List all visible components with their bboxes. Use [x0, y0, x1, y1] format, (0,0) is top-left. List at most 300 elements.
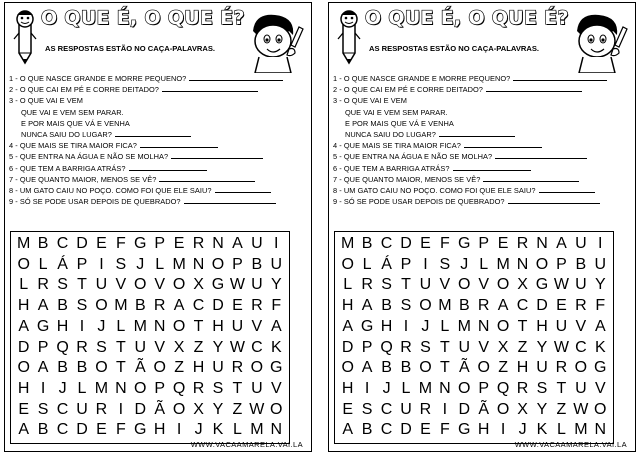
grid-letter[interactable]: M [418, 379, 433, 397]
grid-letter[interactable]: C [380, 235, 393, 252]
grid-letter[interactable]: D [341, 338, 354, 356]
grid-letter[interactable]: R [361, 276, 373, 294]
grid-letter[interactable]: R [231, 359, 244, 377]
grid-letter[interactable]: H [153, 421, 166, 439]
grid-letter[interactable]: L [232, 421, 242, 439]
grid-letter[interactable]: O [270, 400, 283, 418]
grid-letter[interactable]: G [270, 359, 283, 377]
grid-letter[interactable]: U [458, 338, 471, 356]
grid-letter[interactable]: T [401, 276, 411, 294]
grid-letter[interactable]: V [154, 276, 166, 294]
grid-letter[interactable]: B [381, 297, 392, 315]
grid-letter[interactable]: Z [193, 338, 204, 356]
grid-letter[interactable]: C [56, 235, 69, 252]
grid-letter[interactable]: O [419, 359, 432, 377]
grid-letter[interactable]: Z [517, 338, 528, 356]
grid-letter[interactable]: O [496, 400, 510, 418]
answer-blank[interactable] [439, 129, 515, 137]
answer-blank[interactable] [171, 151, 263, 159]
grid-letter[interactable]: D [76, 421, 88, 439]
grid-letter[interactable]: S [361, 400, 373, 418]
grid-letter[interactable]: L [19, 276, 29, 294]
grid-letter[interactable]: L [440, 317, 450, 335]
grid-letter[interactable]: L [479, 255, 489, 273]
grid-letter[interactable]: R [400, 338, 412, 356]
grid-letter[interactable]: H [341, 379, 354, 397]
grid-letter[interactable]: M [341, 235, 355, 252]
grid-letter[interactable]: O [458, 276, 471, 294]
grid-letter[interactable]: W [573, 400, 589, 418]
grid-letter[interactable]: S [400, 297, 412, 315]
grid-letter[interactable]: J [518, 421, 527, 439]
grid-letter[interactable]: N [477, 317, 490, 335]
grid-letter[interactable]: H [516, 359, 529, 377]
grid-letter[interactable]: I [99, 255, 104, 273]
grid-letter[interactable]: D [134, 400, 147, 418]
grid-letter[interactable]: J [136, 255, 145, 273]
grid-letter[interactable]: B [57, 297, 68, 315]
grid-letter[interactable]: E [556, 297, 567, 315]
grid-letter[interactable]: Q [380, 338, 393, 356]
grid-letter[interactable]: U [575, 276, 587, 294]
grid-letter[interactable]: Z [556, 400, 567, 418]
grid-letter[interactable]: P [361, 338, 373, 356]
grid-letter[interactable]: P [154, 235, 166, 252]
grid-letter[interactable]: I [442, 400, 448, 418]
grid-letter[interactable]: L [116, 317, 126, 335]
grid-letter[interactable]: R [192, 235, 205, 252]
grid-letter[interactable]: H [192, 359, 205, 377]
grid-letter[interactable]: J [421, 317, 430, 335]
grid-letter[interactable]: A [361, 297, 373, 315]
grid-letter[interactable]: O [250, 359, 264, 377]
answer-blank[interactable] [215, 185, 271, 193]
grid-letter[interactable]: Z [174, 359, 185, 377]
grid-letter[interactable]: X [193, 400, 204, 418]
grid-letter[interactable]: A [37, 359, 49, 377]
answer-blank[interactable] [129, 163, 207, 171]
grid-letter[interactable]: R [153, 297, 166, 315]
grid-letter[interactable]: O [419, 297, 432, 315]
grid-letter[interactable]: U [95, 276, 108, 294]
grid-letter[interactable]: L [155, 255, 165, 273]
answer-blank[interactable] [115, 129, 191, 137]
grid-letter[interactable]: N [153, 317, 166, 335]
grid-letter[interactable]: Y [270, 276, 282, 294]
grid-letter[interactable]: H [477, 421, 490, 439]
grid-letter[interactable]: O [172, 317, 186, 335]
grid-letter[interactable]: J [460, 255, 469, 273]
grid-letter[interactable]: R [477, 297, 490, 315]
grid-letter[interactable]: U [251, 379, 263, 397]
grid-letter[interactable]: E [18, 400, 30, 418]
grid-letter[interactable]: U [575, 235, 587, 252]
grid-letter[interactable]: W [229, 276, 245, 294]
worksheet-subtitle: AS RESPOSTAS ESTÃO NO CAÇA-PALAVRAS. [45, 44, 216, 53]
grid-letter[interactable]: J [194, 421, 203, 439]
grid-letter[interactable]: B [361, 235, 373, 252]
grid-letter[interactable]: O [17, 255, 30, 273]
grid-letter[interactable]: D [212, 297, 224, 315]
answer-blank[interactable] [508, 196, 600, 204]
grid-letter[interactable]: L [38, 255, 48, 273]
grid-letter[interactable]: U [270, 255, 283, 273]
grid-letter[interactable]: F [439, 421, 450, 439]
grid-letter[interactable]: R [95, 400, 108, 418]
grid-letter[interactable]: O [134, 276, 147, 294]
grid-letter[interactable]: L [343, 276, 353, 294]
grid-letter[interactable]: F [271, 297, 282, 315]
grid-letter[interactable]: R [192, 379, 205, 397]
grid-letter[interactable]: Q [172, 379, 186, 397]
grid-letter[interactable]: Y [594, 276, 606, 294]
grid-letter[interactable]: Á [57, 255, 68, 273]
grid-letter[interactable]: U [76, 400, 88, 418]
grid-letter[interactable]: N [212, 235, 224, 252]
grid-letter[interactable]: U [251, 276, 263, 294]
grid-letter[interactable]: S [536, 379, 548, 397]
grid-letter[interactable]: V [154, 338, 166, 356]
grid-letter[interactable]: F [439, 235, 450, 252]
answer-blank[interactable] [513, 73, 607, 81]
grid-letter[interactable]: C [56, 400, 69, 418]
grid-letter[interactable]: L [401, 379, 411, 397]
grid-letter[interactable]: B [37, 235, 49, 252]
answer-blank[interactable] [189, 73, 283, 81]
grid-letter[interactable]: M [496, 255, 510, 273]
grid-letter[interactable]: H [380, 317, 393, 335]
grid-letter[interactable]: T [517, 317, 528, 335]
grid-letter[interactable]: E [420, 235, 431, 252]
grid-letter[interactable]: T [556, 379, 567, 397]
grid-letter[interactable]: M [17, 235, 31, 252]
grid-letter[interactable]: I [364, 379, 370, 397]
grid-letter[interactable]: R [575, 297, 587, 315]
grid-letter[interactable]: N [115, 379, 127, 397]
grid-letter[interactable]: F [115, 421, 126, 439]
grid-letter[interactable]: K [212, 421, 224, 439]
grid-letter[interactable]: J [58, 379, 67, 397]
grid-letter[interactable]: O [535, 255, 549, 273]
grid-letter[interactable]: B [57, 359, 68, 377]
grid-letter[interactable]: M [172, 255, 186, 273]
grid-letter[interactable]: Ã [458, 359, 470, 377]
grid-letter[interactable]: S [115, 255, 127, 273]
grid-letter[interactable]: N [439, 379, 451, 397]
grid-letter[interactable]: P [478, 379, 490, 397]
grid-letter[interactable]: P [37, 338, 49, 356]
grid-letter[interactable]: R [516, 379, 529, 397]
grid-letter[interactable]: N [594, 421, 607, 439]
grid-letter[interactable]: Ã [134, 359, 146, 377]
grid-letter[interactable]: N [270, 421, 283, 439]
grid-letter[interactable]: Ã [154, 400, 166, 418]
grid-letter[interactable]: E [173, 235, 185, 252]
grid-letter[interactable]: I [403, 317, 409, 335]
grid-letter[interactable]: X [517, 400, 528, 418]
grid-letter[interactable]: C [575, 338, 587, 356]
grid-letter[interactable]: X [497, 338, 509, 356]
grid-letter[interactable]: O [594, 400, 607, 418]
grid-letter[interactable]: T [193, 317, 204, 335]
grid-letter[interactable]: Ã [478, 400, 490, 418]
grid-letter[interactable]: Q [56, 338, 69, 356]
grid-letter[interactable]: G [458, 421, 471, 439]
grid-letter[interactable]: B [76, 359, 88, 377]
grid-letter[interactable]: S [381, 276, 392, 294]
grid-letter[interactable]: V [270, 379, 282, 397]
grid-letter[interactable]: O [477, 359, 490, 377]
grid-letter[interactable]: M [133, 317, 147, 335]
grid-letter[interactable]: X [173, 338, 185, 356]
grid-letter[interactable]: S [76, 297, 88, 315]
grid-letter[interactable]: M [574, 421, 588, 439]
grid-letter[interactable]: Y [536, 400, 548, 418]
grid-letter[interactable]: K [536, 421, 548, 439]
grid-letter[interactable]: G [458, 235, 471, 252]
grid-letter[interactable]: G [360, 317, 374, 335]
grid-letter[interactable]: T [77, 276, 87, 294]
grid-letter[interactable]: R [555, 359, 568, 377]
grid-letter[interactable]: V [478, 276, 490, 294]
grid-letter[interactable]: S [212, 379, 224, 397]
grid-letter[interactable]: F [115, 235, 126, 252]
grid-letter[interactable]: L [362, 255, 372, 273]
grid-letter[interactable]: A [342, 317, 354, 335]
grid-letter[interactable]: P [556, 255, 567, 273]
grid-letter[interactable]: I [118, 400, 124, 418]
grid-letter[interactable]: C [516, 297, 529, 315]
grid-letter[interactable]: P [154, 379, 166, 397]
grid-letter[interactable]: D [17, 338, 30, 356]
grid-letter[interactable]: C [192, 297, 205, 315]
grid-letter[interactable]: M [114, 297, 128, 315]
grid-letter[interactable]: S [37, 400, 49, 418]
grid-letter[interactable]: O [211, 255, 225, 273]
grid-letter[interactable]: V [478, 338, 490, 356]
grid-letter[interactable]: M [438, 297, 452, 315]
grid-letter[interactable]: X [517, 276, 528, 294]
grid-letter[interactable]: I [40, 379, 46, 397]
grid-letter[interactable]: D [536, 297, 548, 315]
grid-letter[interactable]: Y [212, 400, 224, 418]
grid-letter[interactable]: U [251, 235, 263, 252]
answer-blank[interactable] [184, 196, 276, 204]
grid-letter[interactable]: A [342, 421, 354, 439]
grid-letter[interactable]: O [574, 359, 588, 377]
grid-letter[interactable]: G [134, 421, 147, 439]
grid-letter[interactable]: E [96, 235, 107, 252]
grid-letter[interactable]: R [76, 338, 88, 356]
grid-letter[interactable]: N [516, 255, 529, 273]
grid-letter[interactable]: I [79, 317, 85, 335]
grid-letter[interactable]: U [134, 338, 147, 356]
grid-letter[interactable]: H [536, 317, 548, 335]
grid-letter[interactable]: B [575, 255, 587, 273]
grid-letter[interactable]: V [594, 379, 606, 397]
grid-letter[interactable]: U [400, 400, 412, 418]
grid-letter[interactable]: I [598, 235, 603, 252]
grid-letter[interactable]: O [153, 359, 166, 377]
grid-letter[interactable]: O [341, 359, 354, 377]
grid-letter[interactable]: F [595, 297, 606, 315]
grid-letter[interactable]: O [341, 255, 354, 273]
grid-letter[interactable]: R [516, 235, 529, 252]
grid-letter[interactable]: O [496, 317, 510, 335]
grid-letter[interactable]: T [439, 338, 450, 356]
grid-letter[interactable]: A [18, 421, 30, 439]
grid-letter[interactable]: N [192, 255, 205, 273]
grid-letter[interactable]: V [575, 317, 587, 335]
grid-letter[interactable]: M [457, 317, 471, 335]
grid-letter[interactable]: J [97, 317, 106, 335]
grid-letter[interactable]: Y [212, 338, 224, 356]
grid-letter[interactable]: K [270, 338, 282, 356]
grid-letter[interactable]: H [17, 297, 30, 315]
grid-letter[interactable]: T [115, 359, 126, 377]
grid-letter[interactable]: S [439, 255, 451, 273]
grid-letter[interactable]: A [18, 317, 30, 335]
grid-letter[interactable]: U [231, 317, 244, 335]
grid-letter[interactable]: O [172, 276, 186, 294]
grid-letter[interactable]: X [193, 276, 204, 294]
grid-letter[interactable]: E [232, 297, 243, 315]
grid-letter[interactable]: V [115, 276, 127, 294]
grid-letter[interactable]: O [95, 359, 108, 377]
grid-letter[interactable]: T [232, 379, 243, 397]
grid-letter[interactable]: L [77, 379, 87, 397]
grid-letter[interactable]: G [36, 317, 50, 335]
grid-letter[interactable]: T [439, 359, 450, 377]
grid-letter[interactable]: Y [536, 338, 548, 356]
grid-letter[interactable]: A [594, 317, 606, 335]
answer-blank[interactable] [539, 185, 595, 193]
grid-letter[interactable]: R [419, 400, 432, 418]
grid-letter[interactable]: B [381, 359, 392, 377]
grid-letter[interactable]: L [556, 421, 566, 439]
answer-blank[interactable] [483, 174, 579, 182]
grid-letter[interactable]: C [56, 421, 69, 439]
grid-letter[interactable]: D [458, 400, 471, 418]
grid-letter[interactable]: I [500, 421, 506, 439]
grid-letter[interactable]: E [420, 421, 431, 439]
grid-letter[interactable]: R [37, 276, 49, 294]
grid-letter[interactable]: P [76, 255, 88, 273]
grid-letter[interactable]: B [458, 297, 470, 315]
grid-letter[interactable]: B [400, 359, 412, 377]
answer-blank[interactable] [464, 140, 542, 148]
grid-letter[interactable]: O [496, 276, 510, 294]
grid-letter[interactable]: Z [498, 359, 509, 377]
grid-letter[interactable]: N [536, 235, 548, 252]
grid-letter[interactable]: J [382, 379, 391, 397]
answer-blank[interactable] [159, 174, 255, 182]
grid-letter[interactable]: K [594, 338, 606, 356]
grid-letter[interactable]: A [556, 235, 567, 252]
grid-letter[interactable]: B [37, 421, 49, 439]
grid-letter[interactable]: A [37, 297, 49, 315]
grid-letter[interactable]: W [229, 338, 245, 356]
grid-letter[interactable]: O [458, 379, 471, 397]
grid-letter[interactable]: D [76, 235, 88, 252]
grid-letter[interactable]: U [536, 359, 548, 377]
grid-letter[interactable]: Á [381, 255, 392, 273]
grid-letter[interactable]: D [400, 235, 412, 252]
grid-letter[interactable]: O [17, 359, 30, 377]
answer-blank[interactable] [140, 140, 218, 148]
grid-letter[interactable]: W [553, 276, 569, 294]
grid-letter[interactable]: I [176, 421, 182, 439]
grid-letter[interactable]: A [497, 297, 509, 315]
grid-letter[interactable]: I [274, 235, 279, 252]
question-line [333, 140, 631, 151]
grid-letter[interactable]: P [478, 235, 490, 252]
grid-letter[interactable]: B [251, 255, 263, 273]
grid-letter[interactable]: U [555, 317, 568, 335]
grid-letter[interactable]: C [380, 400, 393, 418]
grid-letter[interactable]: S [420, 338, 431, 356]
grid-letter[interactable]: G [594, 359, 607, 377]
grid-letter[interactable]: O [134, 379, 147, 397]
grid-letter[interactable]: G [211, 276, 225, 294]
grid-letter[interactable]: Z [232, 400, 243, 418]
answer-blank[interactable] [162, 84, 258, 92]
grid-letter[interactable]: M [94, 379, 109, 397]
grid-letter[interactable]: I [423, 255, 428, 273]
grid-letter[interactable]: O [95, 297, 108, 315]
grid-letter[interactable]: V [439, 276, 451, 294]
grid-letter[interactable]: T [115, 338, 126, 356]
grid-letter[interactable]: H [341, 297, 354, 315]
grid-letter[interactable]: A [173, 297, 185, 315]
grid-letter[interactable]: D [400, 421, 412, 439]
grid-letter[interactable]: R [251, 297, 263, 315]
grid-letter[interactable]: O [172, 400, 186, 418]
grid-letter[interactable]: G [535, 276, 549, 294]
grid-letter[interactable]: W [249, 400, 265, 418]
grid-letter[interactable]: A [270, 317, 282, 335]
grid-letter[interactable]: Q [496, 379, 510, 397]
grid-letter[interactable]: P [232, 255, 243, 273]
grid-letter[interactable]: U [419, 276, 432, 294]
grid-letter[interactable]: H [212, 317, 224, 335]
grid-letter[interactable]: V [251, 317, 263, 335]
grid-letter[interactable]: G [134, 235, 147, 252]
grid-letter[interactable]: B [361, 421, 373, 439]
grid-letter[interactable]: S [57, 276, 68, 294]
answer-blank[interactable] [486, 84, 582, 92]
grid-letter[interactable]: U [575, 379, 587, 397]
grid-letter[interactable]: U [212, 359, 224, 377]
grid-letter[interactable]: P [400, 255, 412, 273]
grid-letter[interactable]: E [96, 421, 107, 439]
grid-letter[interactable]: A [232, 235, 243, 252]
grid-letter[interactable]: A [361, 359, 373, 377]
grid-letter[interactable]: E [497, 235, 509, 252]
grid-letter[interactable]: U [594, 255, 607, 273]
grid-letter[interactable]: C [251, 338, 263, 356]
grid-letter[interactable]: B [134, 297, 146, 315]
grid-letter[interactable]: H [17, 379, 30, 397]
grid-letter[interactable]: E [342, 400, 354, 418]
grid-letter[interactable]: C [380, 421, 393, 439]
grid-letter[interactable]: S [96, 338, 107, 356]
grid-letter[interactable]: W [553, 338, 569, 356]
answer-blank[interactable] [453, 163, 531, 171]
answer-blank[interactable] [495, 151, 587, 159]
grid-letter[interactable]: M [250, 421, 264, 439]
grid-letter[interactable]: H [56, 317, 69, 335]
